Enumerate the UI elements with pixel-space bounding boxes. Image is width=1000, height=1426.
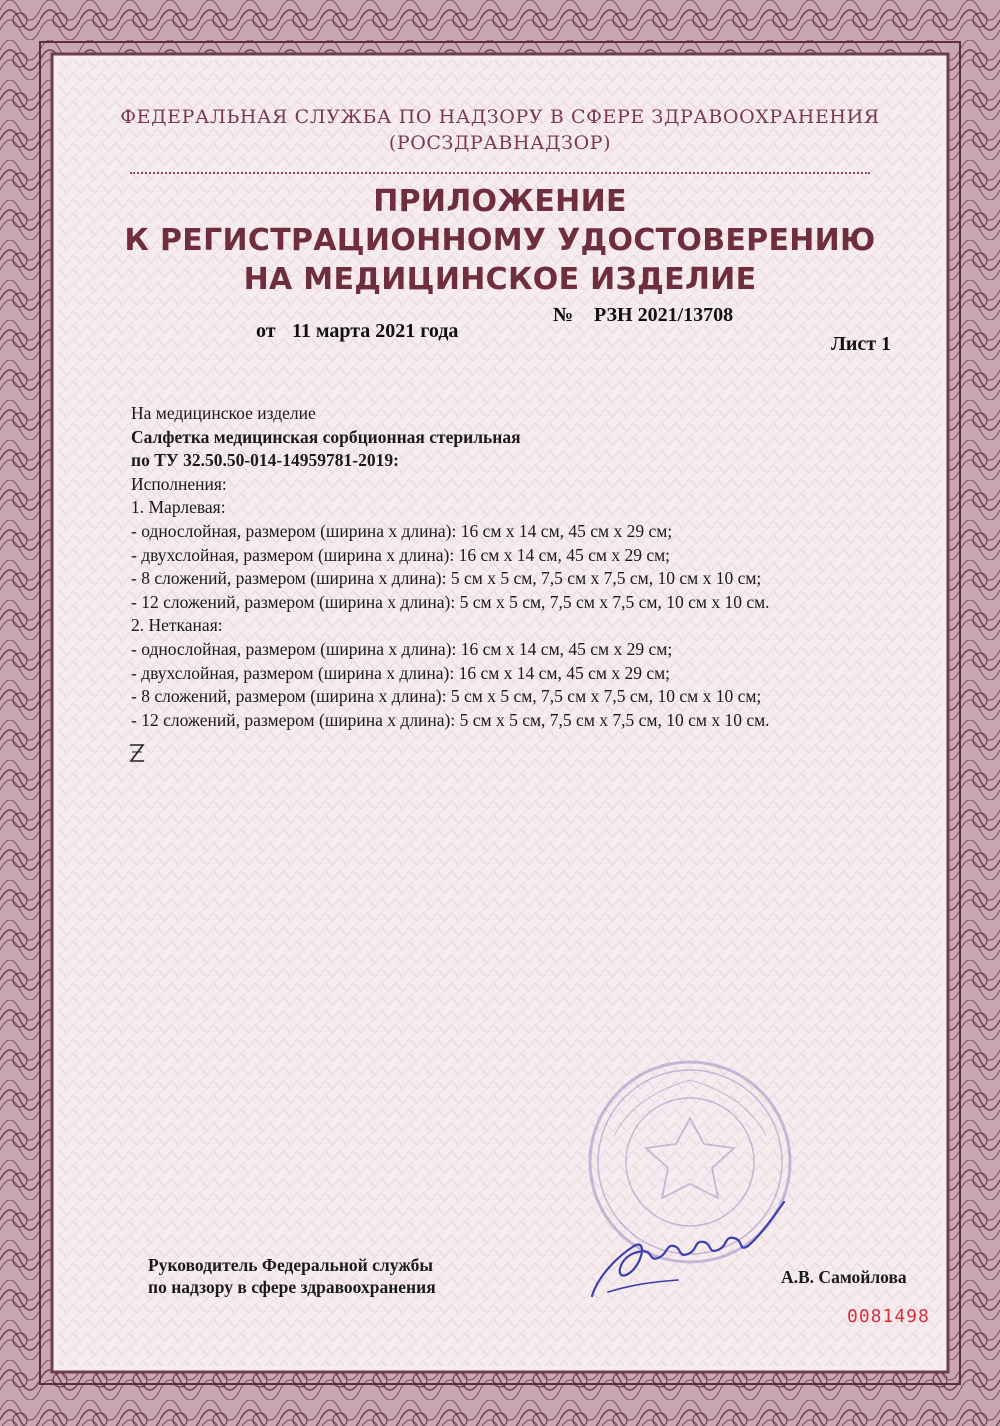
variant-line: - 8 сложений, размером (ширина х длина): 5 см х 5 см, 7,5 см х 7,5 см, 10 см х 10 см; [131, 568, 762, 589]
variant-line: - двухслойная, размером (ширина х длина): 16 см х 14 см, 45 см х 29 см; [131, 662, 671, 683]
variant-line: 1. Марлевая: [131, 497, 226, 518]
variant-line: 2. Нетканая: [131, 615, 223, 636]
agency-abbreviation: (РОСЗДРАВНАДЗОР) [388, 132, 612, 154]
signer-title-line2: по надзору в сфере здравоохранения [148, 1277, 436, 1297]
document-title-line3: НА МЕДИЦИНСКОЕ ИЗДЕЛИЕ [243, 262, 757, 297]
z-closing-mark [128, 742, 146, 764]
variant-line: - двухслойная, размером (ширина х длина): 16 см х 14 см, 45 см х 29 см; [131, 544, 671, 565]
document-title-line2: К РЕГИСТРАЦИОННОМУ УДОСТОВЕРЕНИЮ [124, 223, 876, 258]
variant-line: - однослойная, размером (ширина х длина): 16 см х 14 см, 45 см х 29 см; [131, 638, 673, 659]
variants-label: Исполнения: [131, 473, 227, 494]
intro-text: На медицинское изделие [131, 403, 316, 423]
agency-name: ФЕДЕРАЛЬНАЯ СЛУЖБА ПО НАДЗОРУ В СФЕРЕ ЗДРАВООХРАНЕНИЯ [120, 106, 880, 128]
document-title-line1: ПРИЛОЖЕНИЕ [373, 184, 627, 219]
sheet-number: 1 [881, 333, 891, 355]
date-prefix: от [256, 320, 276, 342]
signer-name: А.В. Самойлова [781, 1267, 907, 1287]
variant-line: - 12 сложений, размером (ширина х длина): 5 см х 5 см, 7,5 см х 7,5 см, 10 см х 10 см. [131, 709, 770, 730]
signer-title [148, 1254, 436, 1298]
divider [130, 172, 870, 174]
variant-line: - однослойная, размером (ширина х длина): 16 см х 14 см, 45 см х 29 см; [131, 520, 673, 541]
registration-number: РЗН 2021/13708 [594, 304, 734, 326]
product-name: Салфетка медицинская сорбционная стерильная [131, 426, 521, 447]
variant-line: - 8 сложений, размером (ширина х длина): 5 см х 5 см, 7,5 см х 7,5 см, 10 см х 10 см; [131, 686, 762, 707]
issue-date: 11 марта 2021 года [292, 320, 459, 342]
number-sign: № [553, 304, 574, 326]
signer-title-line1: Руководитель Федеральной службы [148, 1255, 434, 1275]
product-spec: по ТУ 32.50.50-014-14959781-2019: [131, 450, 399, 471]
handwritten-signature [588, 1196, 788, 1306]
sheet-label: Лист [831, 333, 877, 355]
serial-number: 0081498 [847, 1306, 930, 1327]
document-body [131, 402, 931, 732]
variant-line: - 12 сложений, размером (ширина х длина): 5 см х 5 см, 7,5 см х 7,5 см, 10 см х 10 см. [131, 591, 770, 612]
